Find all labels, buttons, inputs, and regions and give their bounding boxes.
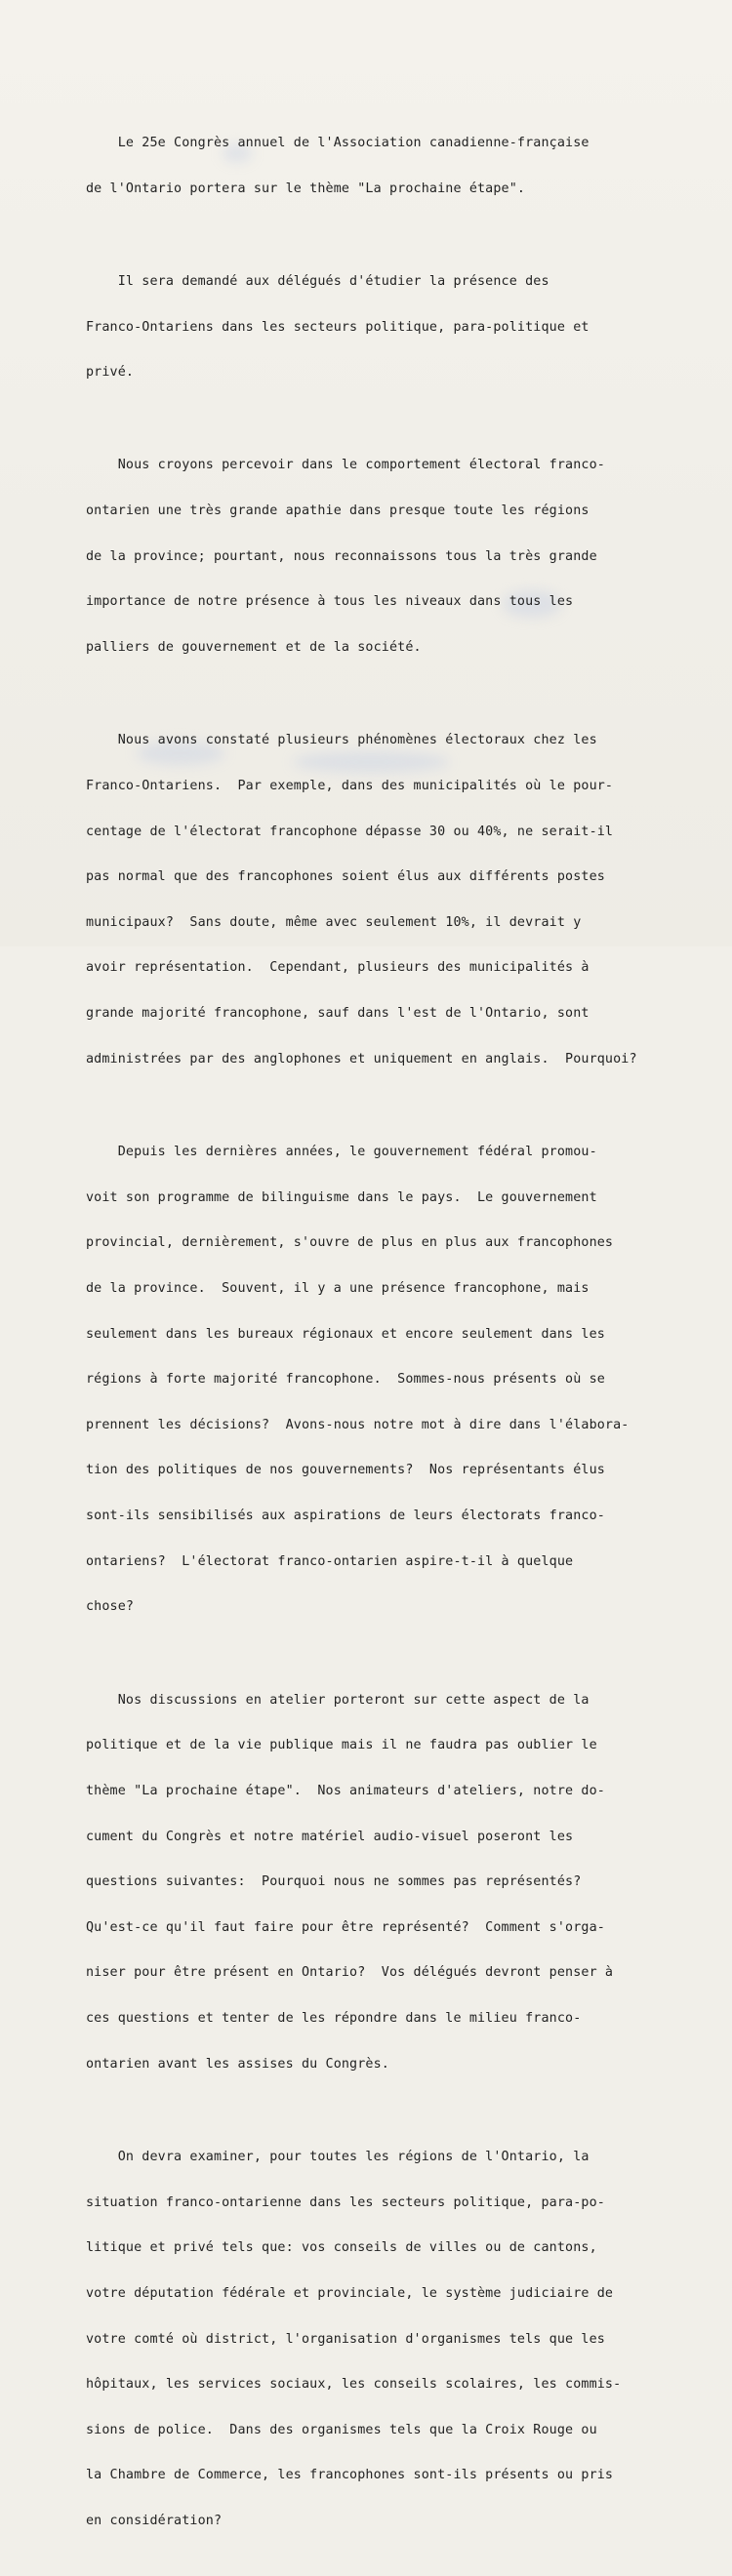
text-line: situation franco-ontarienne dans les secteurs politique, para-po- — [86, 2194, 605, 2210]
text-line: niser pour être présent en Ontario? Vos délégués devront penser à — [86, 1965, 614, 1981]
text-line: centage de l'électorat francophone dépasse 30 ou 40%, ne serait-il — [86, 824, 614, 839]
text-line: hôpitaux, les services sociaux, les conseils scolaires, les commis- — [86, 2377, 622, 2393]
text-line: avoir représentation. Cependant, plusieurs des municipalités à — [86, 960, 590, 976]
text-line: seulement dans les bureaux régionaux et encore seulement dans les — [86, 1326, 605, 1342]
text-line: de la province; pourtant, nous reconnaissons tous la très grande — [86, 548, 597, 564]
text-line: palliers de gouvernement et de la société. — [86, 640, 422, 656]
text-line: tion des politiques de nos gouvernements? Nos représentants élus — [86, 1463, 605, 1478]
text-line: chose? — [86, 1599, 135, 1615]
text-line: en considération? — [86, 2514, 223, 2529]
text-line: Franco-Ontariens. Par exemple, dans des municipalités où le pour- — [86, 778, 614, 793]
letter-body — [86, 105, 681, 2576]
text-line: litique et privé tels que: vos conseils de villes ou de cantons, — [86, 2240, 597, 2256]
paragraph — [86, 244, 681, 411]
text-line: administrées par des anglophones et uniquement en anglais. Pourquoi? — [86, 1051, 637, 1067]
text-line: provincial, dernièrement, s'ouvre de plus en plus aux francophones — [86, 1235, 614, 1251]
text-line: On devra examiner, pour toutes les régions de l'Ontario, la — [86, 2150, 590, 2164]
text-line: Il sera demandé aux délégués d'étudier la présence des — [86, 273, 549, 289]
text-line: privé. — [86, 365, 135, 381]
text-line: importance de notre présence à tous les niveaux dans tous les — [86, 594, 574, 610]
text-line: thème "La prochaine étape". Nos animateurs d'ateliers, notre do- — [86, 1783, 605, 1798]
text-line: votre députation fédérale et provinciale, le système judiciaire de — [86, 2285, 614, 2301]
paragraph — [86, 1663, 681, 2103]
text-line: politique et de la vie publique mais il ne faudra pas oublier le — [86, 1738, 597, 1753]
text-line: sont-ils sensibilisés aux aspirations de leurs électorats franco- — [86, 1509, 605, 1524]
text-line: pas normal que des francophones soient élus aux différents postes — [86, 869, 605, 885]
text-line: ontarien une très grande apathie dans presque toute les régions — [86, 503, 590, 519]
text-line: de la province. Souvent, il y a une présence francophone, mais — [86, 1280, 590, 1296]
text-line: cument du Congrès et notre matériel audio-visuel poseront les — [86, 1829, 574, 1844]
paragraph — [86, 2119, 681, 2559]
text-line: Qu'est-ce qu'il faut faire pour être représenté? Comment s'orga- — [86, 1919, 605, 1935]
paragraph — [86, 427, 681, 685]
text-line: votre comté où district, l'organisation d'organismes tels que les — [86, 2331, 605, 2347]
text-line: Nous croyons percevoir dans le comportement électoral franco- — [86, 458, 605, 473]
text-line: ces questions et tenter de les répondre dans le milieu franco- — [86, 2011, 582, 2027]
paragraph — [86, 703, 681, 1097]
text-line: grande majorité francophone, sauf dans l'est de l'Ontario, sont — [86, 1006, 590, 1022]
text-line: voit son programme de bilinguisme dans le pays. Le gouvernement — [86, 1189, 597, 1205]
text-line: Franco-Ontariens dans les secteurs politique, para-politique et — [86, 319, 590, 335]
text-line: sions de police. Dans des organismes tels que la Croix Rouge ou — [86, 2422, 597, 2437]
text-line: questions suivantes: Pourquoi nous ne sommes pas représentés? — [86, 1874, 582, 1890]
paragraph — [86, 105, 681, 226]
text-line: prennent les décisions? Avons-nous notre mot à dire dans l'élabora- — [86, 1417, 630, 1432]
text-line: municipaux? Sans doute, même avec seulement 10%, il devrait y — [86, 914, 582, 930]
text-line: ontariens? L'électorat franco-ontarien aspire-t-il à quelque — [86, 1553, 574, 1569]
text-line: la Chambre de Commerce, les francophones sont-ils présents ou pris — [86, 2468, 614, 2483]
paragraph — [86, 1114, 681, 1645]
text-line: régions à forte majorité francophone. Sommes-nous présents où se — [86, 1372, 605, 1388]
text-line: ontarien avant les assises du Congrès. — [86, 2056, 389, 2072]
text-line: Nous avons constaté plusieurs phénomènes électoraux chez les — [86, 733, 597, 748]
text-line: Depuis les dernières années, le gouvernement fédéral promou- — [86, 1145, 597, 1159]
text-line: de l'Ontario portera sur le thème "La prochaine étape". — [86, 181, 526, 196]
text-line: Le 25e Congrès annuel de l'Association canadienne-française — [86, 136, 590, 151]
text-line: Nos discussions en atelier porteront sur cette aspect de la — [86, 1692, 590, 1708]
